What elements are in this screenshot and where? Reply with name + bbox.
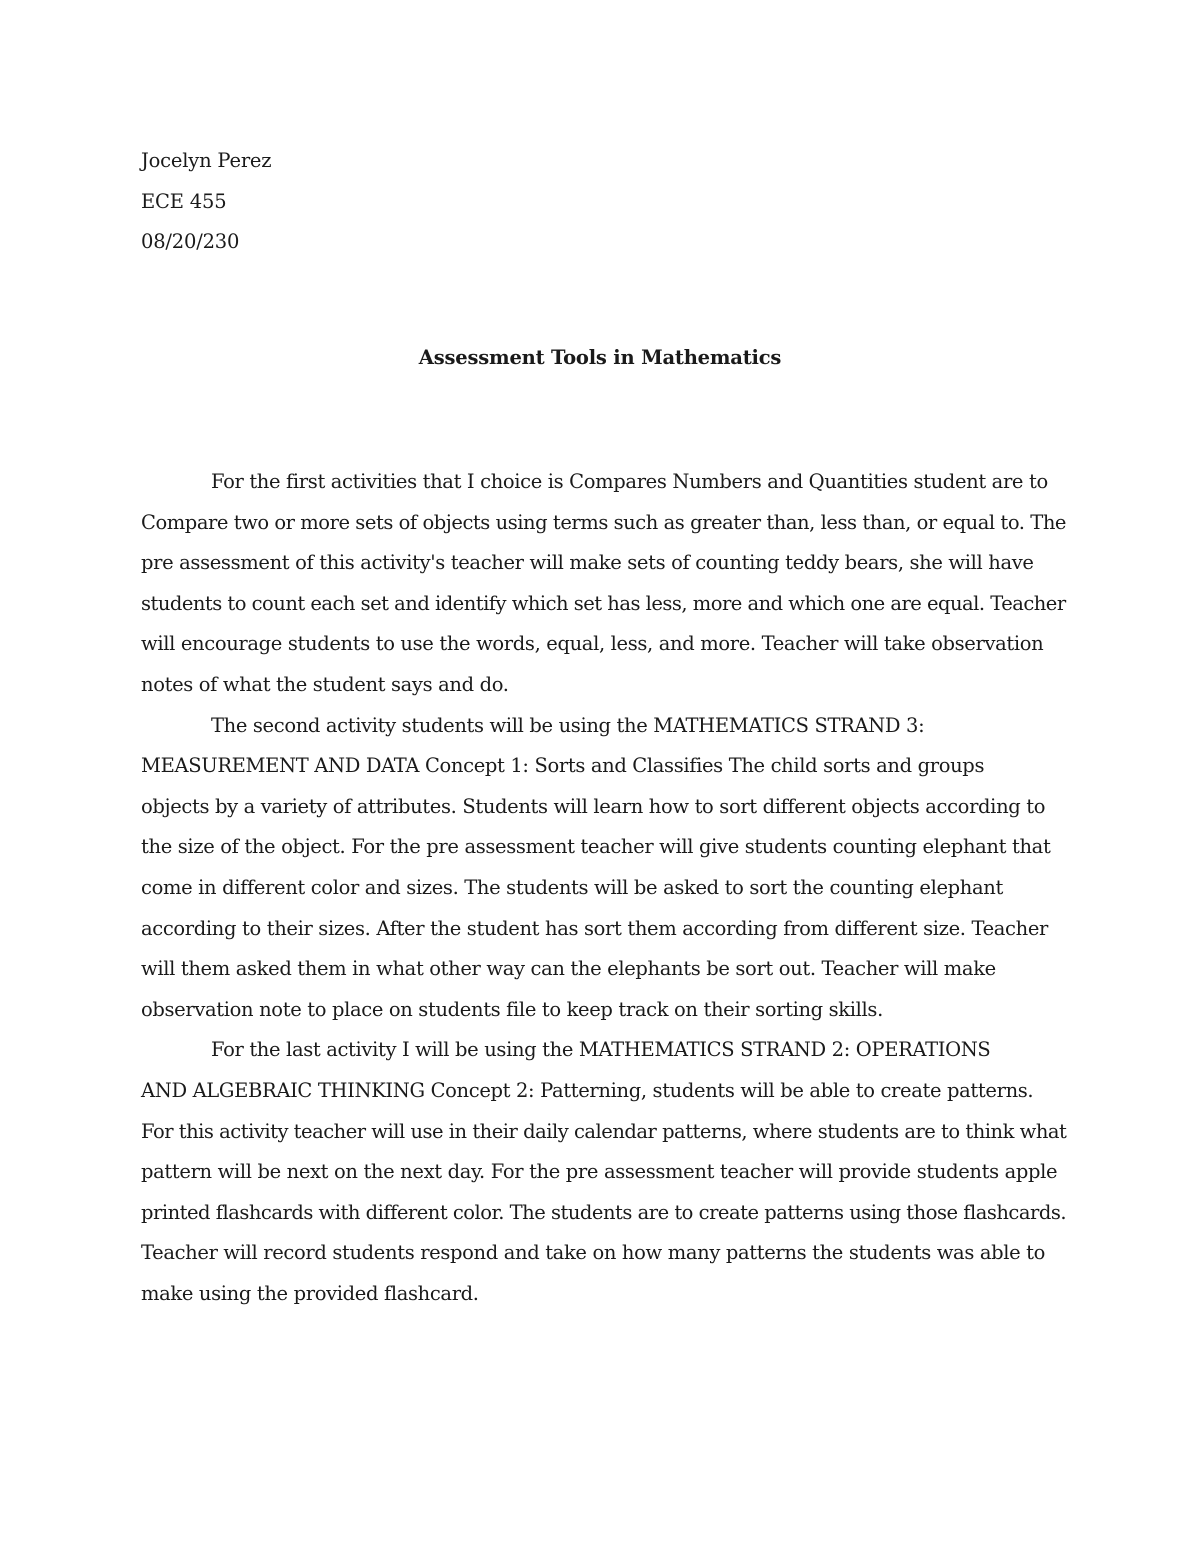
paragraph-line: Compare two or more sets of objects using terms such as greater than, less than, or equal to. The bbox=[141, 510, 1067, 534]
paragraph-line: make using the provided flashcard. bbox=[141, 1281, 479, 1305]
paragraph-line: come in different color and sizes. The students will be asked to sort the counting elephant bbox=[141, 875, 1003, 899]
document-date: 08/20/230 bbox=[141, 230, 240, 253]
paragraph-line: will encourage students to use the words, equal, less, and more. Teacher will take observation bbox=[141, 632, 1044, 656]
paragraph-line: For the last activity I will be using the MATHEMATICS STRAND 2: OPERATIONS bbox=[211, 1038, 991, 1062]
paragraph-line: students to count each set and identify which set has less, more and which one are equal. Teacher bbox=[141, 591, 1066, 615]
paragraph-line: printed flashcards with different color. The students are to create patterns using those flashcards. bbox=[141, 1200, 1067, 1224]
paragraph-line: pattern will be next on the next day. For the pre assessment teacher will provide students apple bbox=[141, 1160, 1058, 1184]
author-name: Jocelyn Perez bbox=[141, 149, 272, 172]
paragraph-line: The second activity students will be using the MATHEMATICS STRAND 3: bbox=[211, 713, 925, 737]
paragraph-3 bbox=[141, 1030, 1071, 1314]
paragraph-line: pre assessment of this activity's teacher will make sets of counting teddy bears, she will have bbox=[141, 551, 1034, 575]
paragraph-line: objects by a variety of attributes. Students will learn how to sort different objects according to bbox=[141, 794, 1046, 818]
document-title: Assessment Tools in Mathematics bbox=[418, 346, 782, 369]
course-code: ECE 455 bbox=[141, 189, 227, 213]
paragraph-line: will them asked them in what other way can the elephants be sort out. Teacher will make bbox=[141, 957, 996, 981]
paragraph-line: observation note to place on students file to keep track on their sorting skills. bbox=[141, 997, 883, 1021]
header-block bbox=[141, 141, 271, 263]
paragraph-line: according to their sizes. After the student has sort them according from different size. Teacher bbox=[141, 916, 1048, 940]
paragraph-line: Teacher will record students respond and take on how many patterns the students was able to bbox=[141, 1241, 1046, 1265]
paragraph-line: MEASUREMENT AND DATA Concept 1: Sorts and Classifies The child sorts and groups bbox=[141, 754, 985, 778]
paragraph-line: the size of the object. For the pre assessment teacher will give students counting elephant that bbox=[141, 835, 1051, 859]
paragraph-2 bbox=[141, 706, 1071, 1031]
paragraph-1 bbox=[141, 462, 1071, 706]
paragraph-line: For this activity teacher will use in their daily calendar patterns, where students are to think what bbox=[141, 1119, 1067, 1143]
paragraph-line: notes of what the student says and do. bbox=[141, 672, 509, 696]
document-body bbox=[141, 462, 1071, 1314]
paragraph-line: For the first activities that I choice is Compares Numbers and Quantities student are to bbox=[211, 470, 1048, 493]
paragraph-line: AND ALGEBRAIC THINKING Concept 2: Patterning, students will be able to create patterns. bbox=[141, 1078, 1034, 1102]
